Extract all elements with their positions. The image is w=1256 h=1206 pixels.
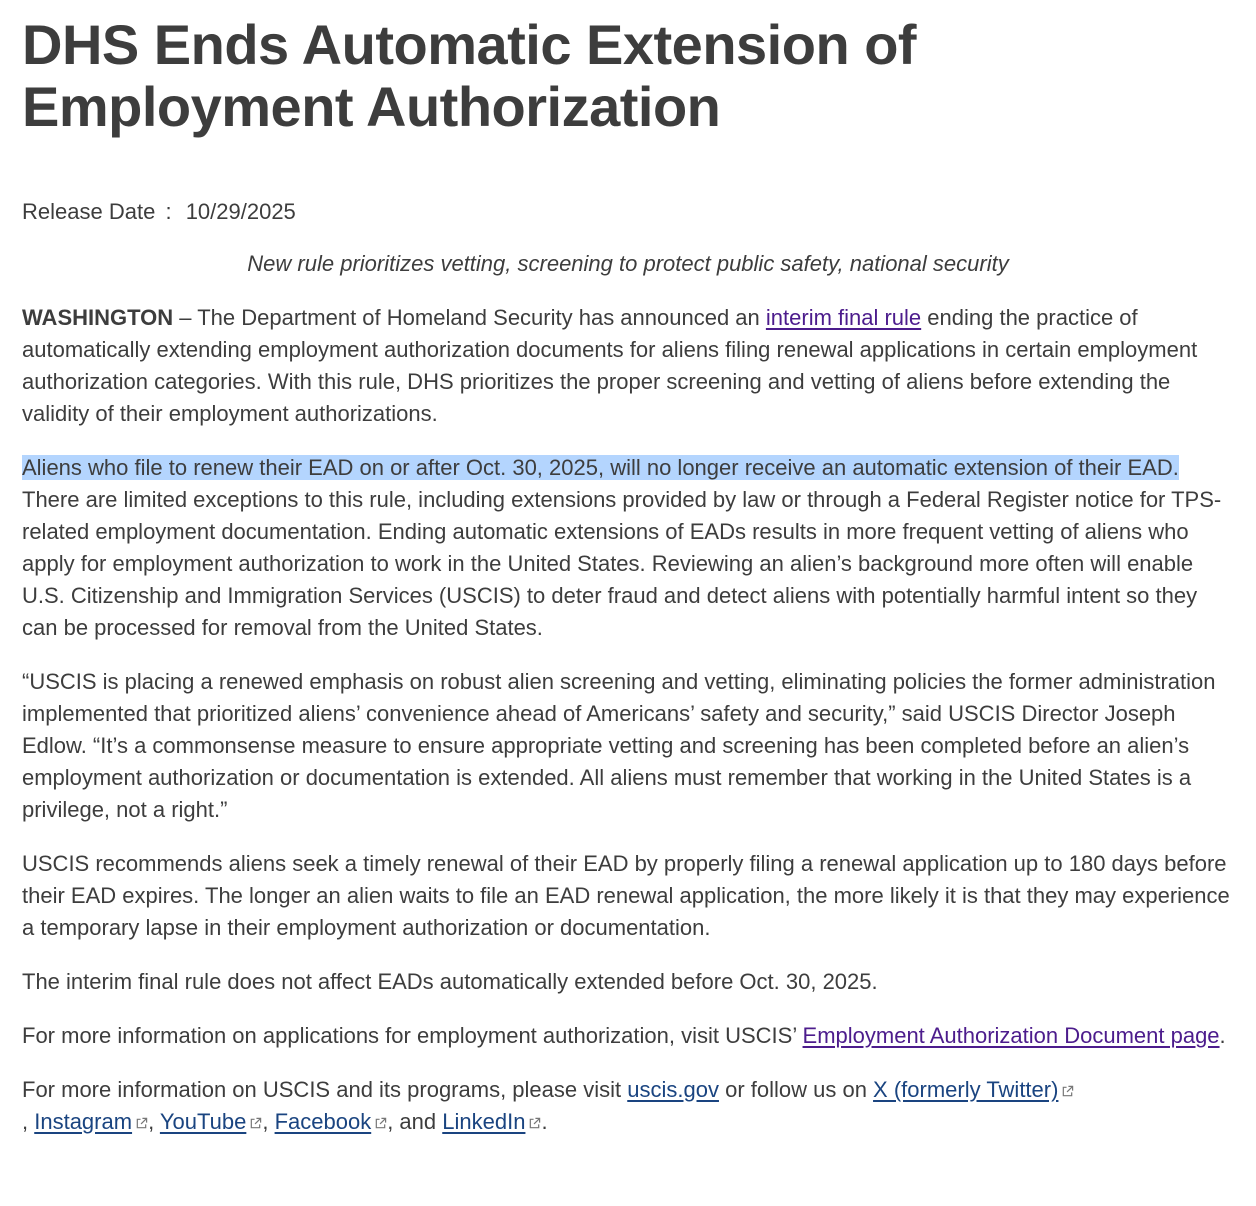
release-date-value: 10/29/2025 [185,199,296,224]
paragraph-7-text-b: or follow us on [718,1077,874,1102]
external-link-icon [249,1117,262,1130]
release-date-line [22,196,1234,228]
paragraph-4: USCIS recommends aliens seek a timely renewal of their EAD by properly filing a renewal application up to 180 days before their EAD expires. The longer an alien waits to file an EAD renewal application, the more likely it is that they may experience a temporary lapse in their employment authorization or documentation. [22,851,1230,940]
paragraph-2 [22,452,1234,644]
separator-3: , [262,1109,275,1134]
paragraph-1-text-a: – The Department of Homeland Security has announced an [173,305,766,330]
release-date-separator: : [165,199,172,224]
interim-final-rule-link[interactable]: interim final rule [765,305,922,330]
ead-page-link[interactable]: Employment Authorization Document page [802,1023,1220,1048]
paragraph-1-text-b: ending the practice of automatically extending employment authorization documents for aliens filing renewal applications in certain employment authorization categories. With this rule, DHS prioritizes the proper screening and vetting of aliens before extending the validity of their employment authorizations. [22,305,1198,426]
paragraph-2-text: There are limited exceptions to this rule, including extensions provided by law or through a Federal Register notice for TPS-related employment documentation. Ending automatic extensions of EADs results in more frequent vetting of aliens who apply for employment authorization to work in the United States. Reviewing an alien’s background more often will enable U.S. Citizenship and Immigration Services (USCIS) to deter fraud and detect aliens with potentially harmful intent so they can be processed for removal from the United States. [22,487,1222,640]
article [22,0,1234,1138]
highlighted-text: Aliens who file to renew their EAD on or after Oct. 30, 2025, will no longer receive an automatic extension of their EAD. [22,455,1179,480]
article-subtitle: New rule prioritizes vetting, screening to protect public safety, national security [247,251,1009,276]
external-link-icon [374,1117,387,1130]
linkedin-link[interactable]: LinkedIn [442,1109,526,1134]
paragraph-6-end: . [1219,1023,1226,1048]
x-twitter-link[interactable]: X (formerly Twitter) [873,1077,1059,1102]
uscis-gov-link[interactable]: uscis.gov [627,1077,719,1102]
paragraph-7-end: . [541,1109,548,1134]
external-link-icon [135,1117,148,1130]
paragraph-6-text: For more information on applications for employment authorization, visit USCIS’ [22,1023,803,1048]
instagram-link[interactable]: Instagram [34,1109,133,1134]
separator-1: , [22,1109,35,1134]
release-date-label: Release Date [22,199,156,224]
paragraph-5: The interim final rule does not affect EADs automatically extended before Oct. 30, 2025. [22,969,878,994]
page-title: DHS Ends Automatic Extension of Employment Authorization [22,13,917,138]
external-link-icon [528,1117,541,1130]
facebook-link[interactable]: Facebook [274,1109,372,1134]
paragraph-7 [22,1074,1234,1138]
separator-2: , [148,1109,160,1134]
youtube-link[interactable]: YouTube [159,1109,247,1134]
external-link-icon [1061,1085,1074,1098]
paragraph-1 [22,302,1234,430]
separator-4: , and [387,1109,443,1134]
dateline: WASHINGTON [22,305,174,330]
paragraph-6 [22,1020,1234,1052]
paragraph-3-quote: “USCIS is placing a renewed emphasis on robust alien screening and vetting, eliminating policies the former administration implemented that prioritized aliens’ convenience ahead of Americans’ safety and security,” said USCIS Director Joseph Edlow. “It’s a commonsense measure to ensure appropriate vetting and screening has been completed before an alien’s employment authorization or documentation is extended. All aliens must remember that working in the United States is a privilege, not a right.” [22,669,1216,822]
paragraph-7-text-a: For more information on USCIS and its programs, please visit [22,1077,628,1102]
